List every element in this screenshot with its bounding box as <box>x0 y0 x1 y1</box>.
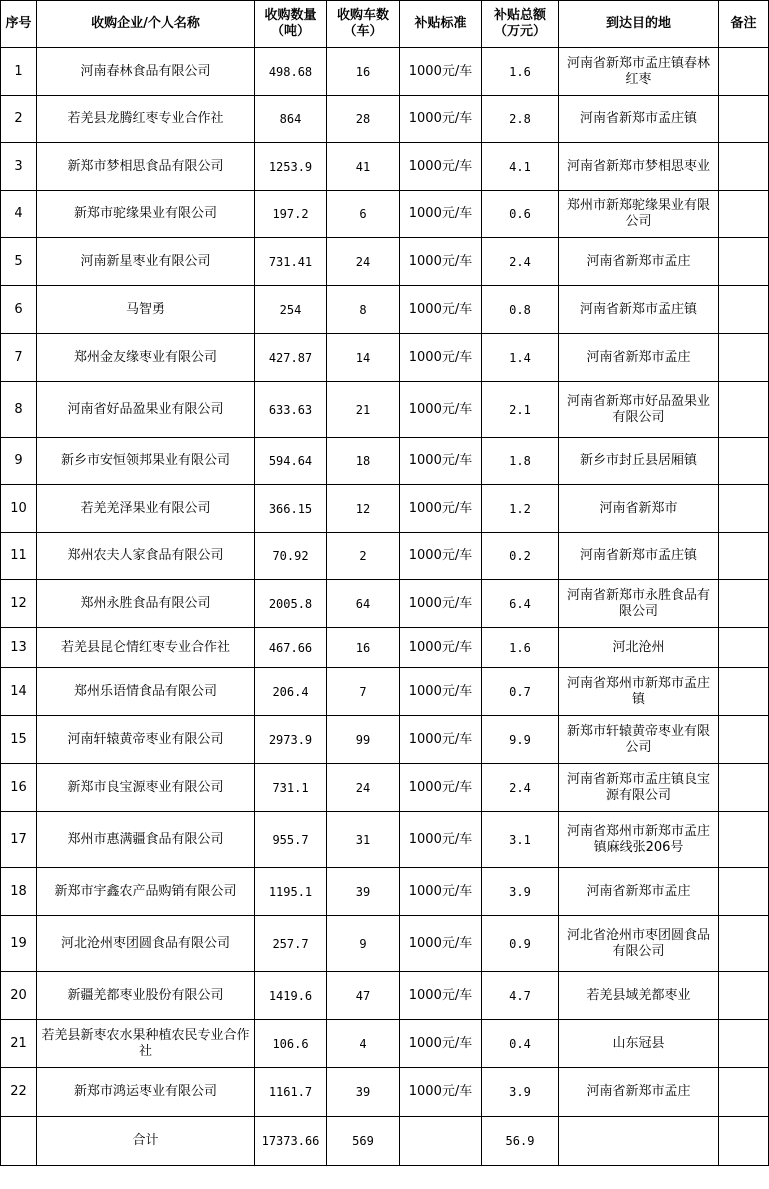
cell-qty: 1419.6 <box>255 972 327 1020</box>
cell-std: 1000元/车 <box>400 1068 482 1117</box>
cell-amount: 1.2 <box>482 485 559 533</box>
cell-std: 1000元/车 <box>400 191 482 238</box>
header-note: 备注 <box>719 1 769 48</box>
cell-amount: 1.8 <box>482 438 559 485</box>
cell-qty: 106.6 <box>255 1020 327 1068</box>
table-row <box>1 972 769 1020</box>
cell-cars: 6 <box>327 191 400 238</box>
table-row <box>1 533 769 580</box>
cell-cars: 7 <box>327 668 400 716</box>
cell-dest: 山东冠县 <box>559 1020 719 1068</box>
cell-note <box>719 238 769 286</box>
cell-std: 1000元/车 <box>400 668 482 716</box>
cell-qty: 2973.9 <box>255 716 327 764</box>
cell-name: 河南轩辕黄帝枣业有限公司 <box>37 716 255 764</box>
cell-name: 郑州市惠满疆食品有限公司 <box>37 812 255 868</box>
cell-qty: 731.1 <box>255 764 327 812</box>
cell-dest: 河南省新郑市好品盈果业有限公司 <box>559 382 719 438</box>
cell-note <box>719 96 769 143</box>
cell-note <box>719 286 769 334</box>
cell-qty: 594.64 <box>255 438 327 485</box>
table-row <box>1 1068 769 1117</box>
cell-std: 1000元/车 <box>400 96 482 143</box>
cell-amount: 2.8 <box>482 96 559 143</box>
cell-std: 1000元/车 <box>400 48 482 96</box>
cell-name: 河南春林食品有限公司 <box>37 48 255 96</box>
table-row <box>1 286 769 334</box>
header-qty: 收购数量（吨） <box>255 1 327 48</box>
cell-cars: 8 <box>327 286 400 334</box>
table-row <box>1 382 769 438</box>
total-note <box>719 1117 769 1166</box>
cell-no: 9 <box>1 438 37 485</box>
cell-dest: 新郑市轩辕黄帝枣业有限公司 <box>559 716 719 764</box>
cell-note <box>719 1020 769 1068</box>
table-row <box>1 580 769 628</box>
cell-amount: 4.7 <box>482 972 559 1020</box>
cell-no: 7 <box>1 334 37 382</box>
header-dest: 到达目的地 <box>559 1 719 48</box>
cell-no: 21 <box>1 1020 37 1068</box>
cell-std: 1000元/车 <box>400 143 482 191</box>
cell-amount: 9.9 <box>482 716 559 764</box>
cell-note <box>719 382 769 438</box>
cell-amount: 1.6 <box>482 48 559 96</box>
cell-note <box>719 438 769 485</box>
cell-qty: 467.66 <box>255 628 327 668</box>
cell-dest: 河北沧州 <box>559 628 719 668</box>
cell-std: 1000元/车 <box>400 628 482 668</box>
cell-std: 1000元/车 <box>400 1020 482 1068</box>
cell-std: 1000元/车 <box>400 438 482 485</box>
cell-name: 若羌县新枣农水果种植农民专业合作社 <box>37 1020 255 1068</box>
cell-name: 河南省好品盈果业有限公司 <box>37 382 255 438</box>
cell-name: 若羌羌泽果业有限公司 <box>37 485 255 533</box>
cell-qty: 633.63 <box>255 382 327 438</box>
cell-no: 18 <box>1 868 37 916</box>
cell-amount: 1.6 <box>482 628 559 668</box>
cell-amount: 1.4 <box>482 334 559 382</box>
cell-name: 新郑市梦相思食品有限公司 <box>37 143 255 191</box>
cell-no: 22 <box>1 1068 37 1117</box>
header-cars: 收购车数（车） <box>327 1 400 48</box>
table-row <box>1 716 769 764</box>
cell-cars: 39 <box>327 1068 400 1117</box>
cell-qty: 70.92 <box>255 533 327 580</box>
cell-cars: 9 <box>327 916 400 972</box>
cell-no: 19 <box>1 916 37 972</box>
cell-cars: 21 <box>327 382 400 438</box>
header-std: 补贴标准 <box>400 1 482 48</box>
cell-note <box>719 1068 769 1117</box>
cell-qty: 864 <box>255 96 327 143</box>
cell-note <box>719 972 769 1020</box>
cell-note <box>719 764 769 812</box>
cell-std: 1000元/车 <box>400 533 482 580</box>
cell-dest: 河南省新郑市孟庄镇 <box>559 533 719 580</box>
cell-dest: 河北省沧州市枣团圆食品有限公司 <box>559 916 719 972</box>
cell-cars: 2 <box>327 533 400 580</box>
cell-std: 1000元/车 <box>400 812 482 868</box>
header-name: 收购企业/个人名称 <box>37 1 255 48</box>
cell-note <box>719 868 769 916</box>
cell-amount: 0.4 <box>482 1020 559 1068</box>
cell-dest: 河南省新郑市孟庄 <box>559 334 719 382</box>
cell-name: 河北沧州枣团圆食品有限公司 <box>37 916 255 972</box>
cell-cars: 4 <box>327 1020 400 1068</box>
cell-qty: 1195.1 <box>255 868 327 916</box>
cell-cars: 24 <box>327 764 400 812</box>
cell-dest: 河南省郑州市新郑市孟庄镇 <box>559 668 719 716</box>
cell-dest: 若羌县域羌都枣业 <box>559 972 719 1020</box>
cell-amount: 0.7 <box>482 668 559 716</box>
table-row <box>1 438 769 485</box>
cell-name: 郑州永胜食品有限公司 <box>37 580 255 628</box>
total-row <box>1 1117 769 1166</box>
cell-std: 1000元/车 <box>400 716 482 764</box>
cell-dest: 河南省郑州市新郑市孟庄镇麻线张206号 <box>559 812 719 868</box>
cell-cars: 12 <box>327 485 400 533</box>
cell-amount: 3.1 <box>482 812 559 868</box>
cell-dest: 郑州市新郑驼缘果业有限公司 <box>559 191 719 238</box>
cell-std: 1000元/车 <box>400 764 482 812</box>
cell-note <box>719 716 769 764</box>
cell-note <box>719 580 769 628</box>
cell-dest: 新乡市封丘县居厢镇 <box>559 438 719 485</box>
cell-amount: 4.1 <box>482 143 559 191</box>
cell-name: 新乡市安恒领邦果业有限公司 <box>37 438 255 485</box>
cell-cars: 39 <box>327 868 400 916</box>
cell-no: 6 <box>1 286 37 334</box>
cell-note <box>719 916 769 972</box>
cell-qty: 206.4 <box>255 668 327 716</box>
cell-name: 新郑市鸿运枣业有限公司 <box>37 1068 255 1117</box>
cell-dest: 河南省新郑市永胜食品有限公司 <box>559 580 719 628</box>
total-dest <box>559 1117 719 1166</box>
cell-cars: 18 <box>327 438 400 485</box>
cell-note <box>719 628 769 668</box>
table-row <box>1 143 769 191</box>
cell-dest: 河南省新郑市孟庄 <box>559 868 719 916</box>
cell-qty: 2005.8 <box>255 580 327 628</box>
cell-qty: 257.7 <box>255 916 327 972</box>
cell-qty: 197.2 <box>255 191 327 238</box>
cell-qty: 427.87 <box>255 334 327 382</box>
cell-no: 5 <box>1 238 37 286</box>
cell-name: 郑州金友缘枣业有限公司 <box>37 334 255 382</box>
header-no: 序号 <box>1 1 37 48</box>
table-row <box>1 334 769 382</box>
table-row <box>1 1020 769 1068</box>
cell-std: 1000元/车 <box>400 580 482 628</box>
cell-std: 1000元/车 <box>400 238 482 286</box>
cell-note <box>719 485 769 533</box>
cell-cars: 16 <box>327 628 400 668</box>
cell-name: 郑州农夫人家食品有限公司 <box>37 533 255 580</box>
cell-name: 河南新星枣业有限公司 <box>37 238 255 286</box>
table-row <box>1 238 769 286</box>
cell-note <box>719 533 769 580</box>
cell-qty: 366.15 <box>255 485 327 533</box>
cell-cars: 64 <box>327 580 400 628</box>
cell-dest: 河南省新郑市 <box>559 485 719 533</box>
cell-dest: 河南省新郑市孟庄 <box>559 1068 719 1117</box>
cell-no: 1 <box>1 48 37 96</box>
total-qty: 17373.66 <box>255 1117 327 1166</box>
cell-qty: 254 <box>255 286 327 334</box>
table-row <box>1 916 769 972</box>
cell-qty: 1161.7 <box>255 1068 327 1117</box>
cell-dest: 河南省新郑市孟庄镇 <box>559 96 719 143</box>
cell-no: 4 <box>1 191 37 238</box>
cell-qty: 498.68 <box>255 48 327 96</box>
table-row <box>1 812 769 868</box>
cell-no: 12 <box>1 580 37 628</box>
cell-amount: 0.9 <box>482 916 559 972</box>
cell-dest: 河南省新郑市孟庄镇 <box>559 286 719 334</box>
cell-cars: 24 <box>327 238 400 286</box>
cell-no: 10 <box>1 485 37 533</box>
cell-name: 新郑市驼缘果业有限公司 <box>37 191 255 238</box>
table-row <box>1 764 769 812</box>
total-cars: 569 <box>327 1117 400 1166</box>
cell-no: 3 <box>1 143 37 191</box>
cell-dest: 河南省新郑市孟庄 <box>559 238 719 286</box>
cell-amount: 2.4 <box>482 764 559 812</box>
table-row <box>1 628 769 668</box>
cell-no: 11 <box>1 533 37 580</box>
table-row <box>1 96 769 143</box>
cell-cars: 28 <box>327 96 400 143</box>
cell-no: 20 <box>1 972 37 1020</box>
cell-std: 1000元/车 <box>400 972 482 1020</box>
cell-no: 16 <box>1 764 37 812</box>
cell-amount: 3.9 <box>482 868 559 916</box>
cell-dest: 河南省新郑市孟庄镇良宝源有限公司 <box>559 764 719 812</box>
cell-dest: 河南省新郑市梦相思枣业 <box>559 143 719 191</box>
cell-amount: 2.1 <box>482 382 559 438</box>
cell-note <box>719 668 769 716</box>
cell-cars: 16 <box>327 48 400 96</box>
cell-no: 15 <box>1 716 37 764</box>
cell-cars: 14 <box>327 334 400 382</box>
cell-std: 1000元/车 <box>400 485 482 533</box>
cell-name: 马智勇 <box>37 286 255 334</box>
cell-cars: 99 <box>327 716 400 764</box>
cell-amount: 0.2 <box>482 533 559 580</box>
cell-note <box>719 334 769 382</box>
table-row <box>1 191 769 238</box>
header-amount: 补贴总额（万元） <box>482 1 559 48</box>
cell-name: 新郑市宇鑫农产品购销有限公司 <box>37 868 255 916</box>
cell-std: 1000元/车 <box>400 916 482 972</box>
cell-note <box>719 191 769 238</box>
cell-std: 1000元/车 <box>400 868 482 916</box>
cell-amount: 3.9 <box>482 1068 559 1117</box>
cell-no: 17 <box>1 812 37 868</box>
header-row <box>1 1 769 48</box>
cell-cars: 47 <box>327 972 400 1020</box>
cell-no: 14 <box>1 668 37 716</box>
cell-name: 新疆羌都枣业股份有限公司 <box>37 972 255 1020</box>
total-no <box>1 1117 37 1166</box>
table-row <box>1 48 769 96</box>
cell-amount: 0.6 <box>482 191 559 238</box>
total-amount: 56.9 <box>482 1117 559 1166</box>
cell-no: 2 <box>1 96 37 143</box>
cell-cars: 41 <box>327 143 400 191</box>
cell-amount: 6.4 <box>482 580 559 628</box>
cell-note <box>719 143 769 191</box>
total-label: 合计 <box>37 1117 255 1166</box>
cell-note <box>719 48 769 96</box>
table-row <box>1 485 769 533</box>
cell-no: 8 <box>1 382 37 438</box>
table-row <box>1 868 769 916</box>
cell-note <box>719 812 769 868</box>
cell-name: 若羌县龙腾红枣专业合作社 <box>37 96 255 143</box>
cell-std: 1000元/车 <box>400 286 482 334</box>
cell-amount: 2.4 <box>482 238 559 286</box>
total-std <box>400 1117 482 1166</box>
cell-dest: 河南省新郑市孟庄镇春林红枣 <box>559 48 719 96</box>
cell-qty: 1253.9 <box>255 143 327 191</box>
cell-name: 郑州乐语情食品有限公司 <box>37 668 255 716</box>
cell-no: 13 <box>1 628 37 668</box>
cell-std: 1000元/车 <box>400 382 482 438</box>
cell-cars: 31 <box>327 812 400 868</box>
cell-qty: 955.7 <box>255 812 327 868</box>
cell-std: 1000元/车 <box>400 334 482 382</box>
cell-name: 若羌县昆仑情红枣专业合作社 <box>37 628 255 668</box>
table-row <box>1 668 769 716</box>
cell-qty: 731.41 <box>255 238 327 286</box>
cell-name: 新郑市良宝源枣业有限公司 <box>37 764 255 812</box>
cell-amount: 0.8 <box>482 286 559 334</box>
